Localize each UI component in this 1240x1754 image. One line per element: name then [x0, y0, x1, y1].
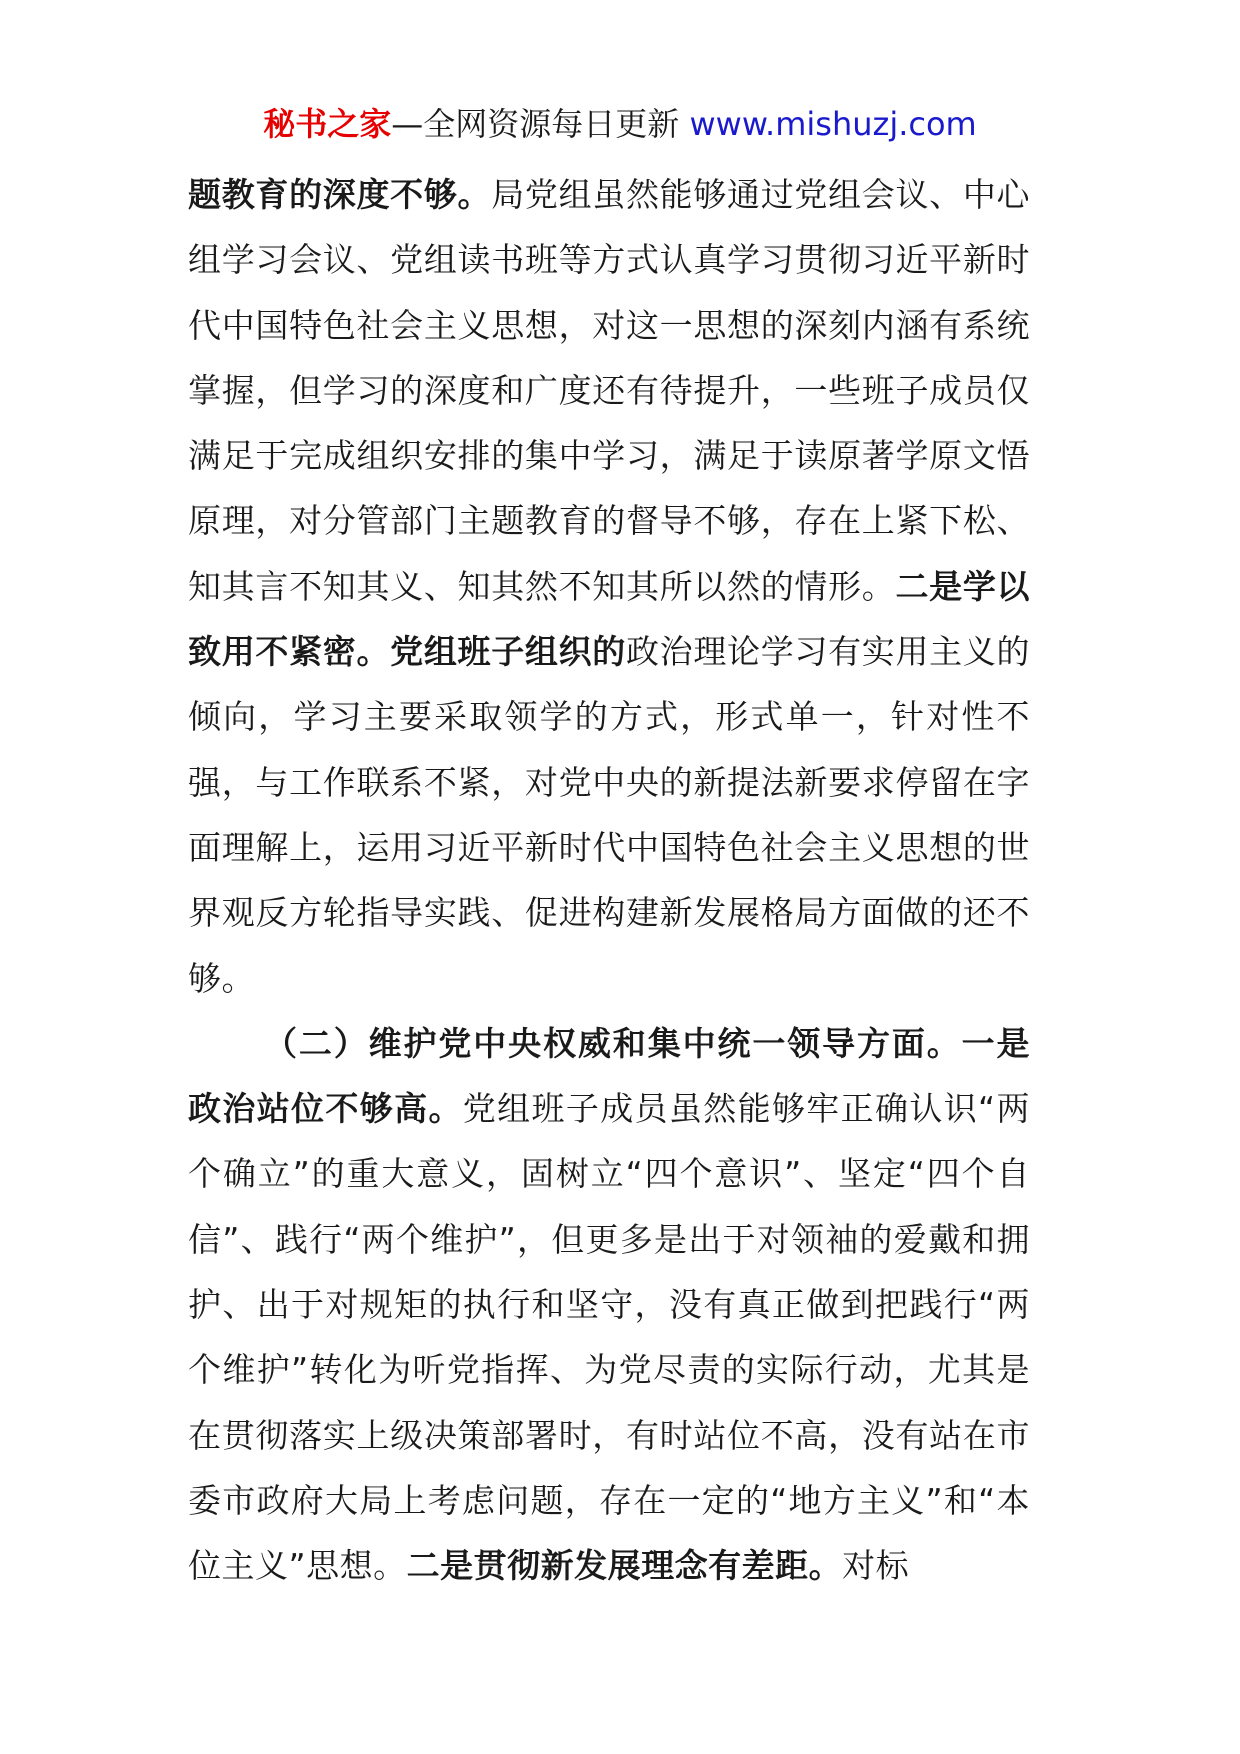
bold-text: 二是贯彻新发展理念有差距。: [406, 1546, 843, 1586]
section-heading: （二）维护党中央权威和集中统一领导方面。一是政治站位不够高。: [188, 1023, 1030, 1129]
body-text: 党组班子成员虽然能够牢正确认识“两个确立”的重大意义，固树立“四个意识”、坚定“四个自信”、践行“两个维护”，但更多是出于对领袖的爱戴和拥护、出于对规矩的执行和坚守，没有真正做到把践行“两个维护”转化为听党指挥、为党尽责的实际行动，尤其是在贯彻落实上级决策部署时，有时站位不高，没有站在市委市政府大局上考虑问题，存在一定的“地方主义”和“本位主义”思想。: [188, 1089, 1030, 1586]
bold-text: 题教育的深度不够。: [188, 175, 492, 214]
body-text: 政治理论学习有实用主义的倾向，学习主要采取领学的方式，形式单一，针对性不强，与工作联系不紧，对党中央的新提法新要求停留在字面理解上，运用习近平新时代中国特色社会主义思想的世界观反方轮指导实践、促进构建新发展格局方面做的还不够。: [188, 632, 1030, 998]
body-text: 对标: [842, 1546, 910, 1586]
document-body: [188, 162, 1030, 1599]
brand-name: 秘书之家: [263, 105, 392, 143]
body-text: 局党组虽然能够通过党组会议、中心组学习会议、党组读书班等方式认真学习贯彻习近平新时代中国特色社会主义思想，对这一思想的深刻内涵有系统掌握，但学习的深度和广度还有待提升，一些班子成员仅满足于完成组织安排的集中学习，满足于读原著学原文悟原理，对分管部门主题教育的督导不够，存在上紧下松、知其言不知其义、知其然不知其所以然的情形。: [188, 175, 1030, 606]
page-header: [0, 104, 1240, 144]
header-tagline: —全网资源每日更新: [391, 105, 680, 143]
paragraph-2: [188, 1011, 1030, 1599]
bold-text: 二是学以致用不紧密。党组班子组织的: [188, 566, 1030, 672]
paragraph-1: [188, 162, 1030, 1011]
site-url[interactable]: www.mishuzj.com: [689, 105, 977, 143]
